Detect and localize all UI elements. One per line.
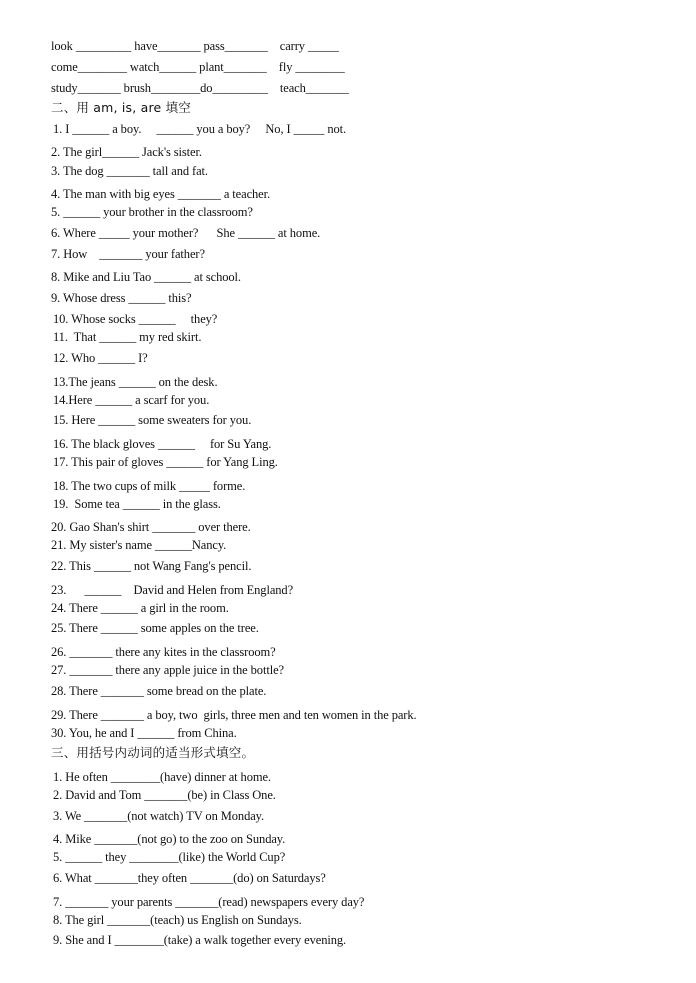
exercise-item: 8. Mike and Liu Tao ______ at school. bbox=[51, 270, 241, 284]
exercise-item: 14.Here ______ a scarf for you. bbox=[53, 393, 210, 407]
section2-heading: 二、用 am, is, are 填空 bbox=[51, 100, 191, 115]
exercise-item: 26. _______ there any kites in the classroom? bbox=[51, 645, 276, 659]
exercise-item: 2. David and Tom _______(be) in Class One. bbox=[53, 788, 276, 802]
exercise-item: 27. _______ there any apple juice in the bottle? bbox=[51, 663, 284, 677]
exercise-item: 11. That ______ my red skirt. bbox=[53, 330, 202, 344]
exercise-item: 6. Where _____ your mother? She ______ at home. bbox=[51, 226, 321, 240]
exercise-item: 3. We _______(not watch) TV on Monday. bbox=[53, 809, 265, 823]
exercise-item: 21. My sister's name ______Nancy. bbox=[51, 538, 227, 552]
exercise-item: 20. Gao Shan's shirt _______ over there. bbox=[51, 520, 251, 534]
exercise-item: 22. This ______ not Wang Fang's pencil. bbox=[51, 559, 252, 573]
exercise-item: 1. He often ________(have) dinner at home. bbox=[53, 770, 271, 784]
exercise-item: 7. How _______ your father? bbox=[51, 247, 205, 261]
section3-heading: 三、用括号内动词的适当形式填空。 bbox=[51, 745, 255, 760]
exercise-item: 8. The girl _______(teach) us English on Sundays. bbox=[53, 913, 302, 927]
exercise-item: 5. ______ your brother in the classroom? bbox=[51, 205, 253, 219]
exercise-item: 9. Whose dress ______ this? bbox=[51, 291, 192, 305]
exercise-item: 4. Mike _______(not go) to the zoo on Sunday. bbox=[53, 832, 286, 846]
exercise-item: 15. Here ______ some sweaters for you. bbox=[53, 413, 252, 427]
exercise-item: 2. The girl______ Jack's sister. bbox=[51, 145, 202, 159]
word-row: come________ watch______ plant_______ fly ________ bbox=[51, 60, 345, 74]
exercise-item: 30. You, he and I ______ from China. bbox=[51, 726, 237, 740]
exercise-item: 3. The dog _______ tall and fat. bbox=[51, 164, 208, 178]
word-row: look _________ have_______ pass_______ carry _____ bbox=[51, 39, 339, 53]
exercise-item: 5. ______ they ________(like) the World Cup? bbox=[53, 850, 286, 864]
exercise-item: 16. The black gloves ______ for Su Yang. bbox=[53, 437, 272, 451]
word-row: study_______ brush________do_________ teach_______ bbox=[51, 81, 349, 95]
exercise-item: 19. Some tea ______ in the glass. bbox=[53, 497, 221, 511]
exercise-item: 18. The two cups of milk _____ forme. bbox=[53, 479, 246, 493]
exercise-item: 24. There ______ a girl in the room. bbox=[51, 601, 229, 615]
exercise-item: 17. This pair of gloves ______ for Yang Ling. bbox=[53, 455, 278, 469]
exercise-item: 25. There ______ some apples on the tree. bbox=[51, 621, 259, 635]
exercise-item: 23. ______ David and Helen from England? bbox=[51, 583, 294, 597]
exercise-item: 28. There _______ some bread on the plate. bbox=[51, 684, 267, 698]
exercise-item: 4. The man with big eyes _______ a teacher. bbox=[51, 187, 271, 201]
exercise-item: 13.The jeans ______ on the desk. bbox=[53, 375, 218, 389]
exercise-item: 7. _______ your parents _______(read) newspapers every day? bbox=[53, 895, 365, 909]
exercise-item: 12. Who ______ I? bbox=[53, 351, 148, 365]
exercise-item: 10. Whose socks ______ they? bbox=[53, 312, 218, 326]
exercise-item: 6. What _______they often _______(do) on Saturdays? bbox=[53, 871, 326, 885]
exercise-item: 9. She and I ________(take) a walk together every evening. bbox=[53, 933, 347, 947]
exercise-item: 29. There _______ a boy, two girls, three men and ten women in the park. bbox=[51, 708, 417, 722]
exercise-item: 1. I ______ a boy. ______ you a boy? No, I _____ not. bbox=[53, 122, 347, 136]
